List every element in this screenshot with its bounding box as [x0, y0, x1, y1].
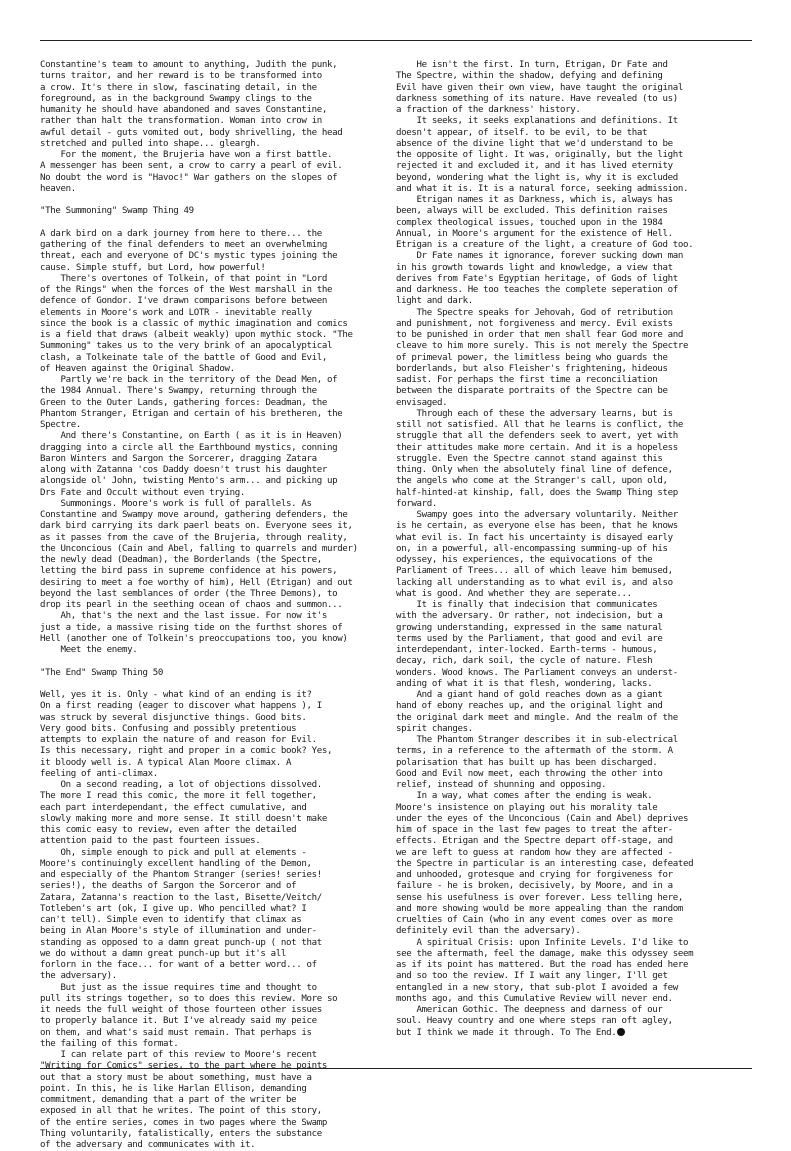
- paragraph: American Gothic. The deepness and darness of our soul. Heavy country and one where steps ran oft agley, but I think we made it through. To The End.: [396, 1005, 673, 1038]
- paragraph-spacer: [40, 218, 388, 229]
- paragraph: The Spectre speaks for Jehovah, God of retribution and punishment, not forgiveness and mercy. Evil exists to be punished in order that men shall fear God more and cleave to him more surely. This is not merely the Spectre of primeval power, the limitless being who guards the borderlands, but also Fleisher's frightening, hideous sadist. For perhaps the first time a reconciliation between the disparate portraits of the Spectre can be envisaged.: [396, 307, 689, 408]
- paragraph: And a giant hand of gold reaches down as a giant hand of ebony reaches up, and the original light and the original dark meet and mingle. And the realm of the spirit changes.: [396, 690, 678, 734]
- paragraph: Summonings. Moore's work is full of parallels. As Constantine and Swampy move around, gathering defenders, the dark bird carrying its dark paerl beats on. Everyone sees it, as it passes from the cave of the Brujeria, through reality, the Unconcious (Cain and Abel, falling to quarrels and murder) the newly dead (Deadman), the Borderlands (the Spectre, letting the bird pass in supreme confidence at his powers, desiring to meet a foe worthy of him), Hell (Etrigan) and out beyond the last semblances of order (the Three Demons), to drop its pearl in the seething ocean of chaos and summon...: [40, 498, 358, 610]
- paragraph: It is finally that indecision that communicates with the adversary. Or rather, not indecision, but a growing understanding, expressed in the same natural terms used by the Parliament, that good and evil are interdependant, inter-locked. Earth-terms - humous, decay, rich, dark soil, the cycle of nature. Flesh wonders. Wood knows. The Parliament conveys an underst- anding of what it is that flesh, wondering, lacks.: [396, 600, 678, 689]
- paragraph: A spiritual Crisis: upon Infinite Levels. I'd like to see the aftermath, feel the damage, make this odyssey seem as if its point has mattered. But the road has ended here and so too the review. If I wait any linger, I'll get entangled in a new story, that sub-plot I avoided a few months ago, and this Cumulative Review will never end.: [396, 937, 694, 1004]
- section-heading: "The End" Swamp Thing 50: [40, 667, 163, 678]
- paragraph: Constantine's team to amount to anything, Judith the punk, turns traitor, and her reward is to be transformed into a crow. It's there in slow, fascinating detail, in the foreground, as in the background Swampy clings to the humanity he should have abandoned and saves Constantine, rather than halt the transformation. Woman into crow in awful detail - guts vomited out, body shrivelling, the head stretched and pulled into shape... gleargh.: [40, 60, 343, 149]
- paragraph: Etrigan names it as Darkness, which is, always has been, always will be excluded. This definition raises complex theological issues, touched upon in the 1984 Annual, in Moore's argument for the existence of Hell. Etrigan is a creature of the light, a creature of God too.: [396, 195, 694, 250]
- paragraph-spacer: [40, 679, 388, 690]
- bottom-rule: [40, 1068, 752, 1069]
- paragraph: And there's Constantine, on Earth ( as it is in Heaven) dragging into a circle all the Earthbound mystics, conning Baron Winters and Sargon the Sorcerer, dragging Zatara along with Zatanna 'cos Daddy doesn't trust his daughter alongside ol' John, twisting Mento's arm... and picking up Drs Fate and Occult without even trying.: [40, 431, 343, 498]
- paragraph: On a second reading, a lot of objections dissolved. The more I read this comic, the more it fell together, each part interdependant, the effect cumulative, and slowly making more and more sense. It still doesn't make this comic easy to review, even after the detailed attention paid to the past fourteen issues.: [40, 780, 327, 847]
- section-heading: "The Summoning" Swamp Thing 49: [40, 206, 194, 217]
- paragraph: There's overtones of Tolkein, of that point in "Lord of the Rings" when the forces of the West marshall in the defence of Gondor. I've drawn comparisons before between elements in Moore's work and LOTR - inevitable really since the book is a classic of mythic imagination and comics is a field that draws (albeit weakly) upon mythic stock. "The Summoning" takes us to the very brink of an apocalyptical clash, a Tolkeinate tale of the battle of Good and Evil, of Heaven against the Original Shadow.: [40, 273, 353, 374]
- paragraph: But just as the issue requires time and thought to pull its strings together, so to does this review. More so it needs the full weight of those fourteen other issues to properly balance it. But I've already said my peice on them, and what's said must remain. That perhaps is the failing of this format.: [40, 982, 338, 1049]
- top-rule: [40, 40, 752, 41]
- end-mark-icon: [617, 1028, 625, 1036]
- left-column: [40, 60, 388, 1151]
- paragraph: Well, yes it is. Only - what kind of an ending is it? On a first reading (eager to discover what happens ), I was struck by several disjunctive things. Good bits. Very good bits. Confusing and possibly pretentious attempts to explain the nature of and reason for Evil. Is this necessary, right and proper in a comic book? Yes, it bloody well is. A typical Alan Moore climax. A feeling of anti-climax.: [40, 690, 333, 779]
- right-column: [396, 60, 744, 1039]
- paragraph: Oh, simple enough to pick and pull at elements - Moore's continuingly excellent handling of the Demon, and especially of the Phantom Stranger (series! series! series!), the deaths of Sargon the Sorceror and of Zatara, Zatanna's reaction to the last, Bisette/Veitch/ Totleben's art (ok, I give up. Who pencilled what? I can't tell). Simple even to identify that climax as being in Alan Moore's style of illumination and under- standing as opposed to a damn great punch-up ( not that we do without a damn great punch-up but it's all forlorn in the face... for want of a better word... of the adversary).: [40, 847, 322, 982]
- paragraph: Swampy goes into the adversary voluntarily. Neither is he certain, as everyone else has been, that he knows what evil is. In fact his uncertainty is disayed early on, in a powerful, all-encompassing summing-up of his odyssey, his experiences, the equivocations of the Parliament of Trees... all of which leave him bemused, lacking all understanding as to what evil is, and also what is good. And whether they are seperate...: [396, 510, 678, 599]
- paragraph: It seeks, it seeks explanations and definitions. It doesn't appear, of itself. to be evil, to be that absence of the divine light that we'd understand to be the opposite of light. It was, originally, but the light rejected it and excluded it, and it has lived eternity beyond, wondering what the light is, why it is excluded and what it is. It is a natural force, seeking admission.: [396, 116, 689, 194]
- paragraph: I can relate part of this review to Moore's recent "Writing for Comics" series, to the part where he points out that a story must be about something, must have a point. In this, he is like Harlan Ellison, demanding commitment, demanding that a part of the writer be exposed in all that he writes. The point of this story, of the entire series, comes in two pages where the Swamp Thing voluntarily, fatalistically, enters the substance of the adversary and communicates with it.: [40, 1050, 327, 1150]
- paragraph: Partly we're back in the territory of the Dead Men, of the 1984 Annual. There's Swampy, returning through the Green to the Outer Lands, gathering forces: Deadman, the Phantom Stranger, Etrigan and certain of his bretheren, the Spectre.: [40, 375, 343, 430]
- paragraph: In a way, what comes after the ending is weak. Moore's insistence on playing out his morality tale under the eyes of the Unconcious (Cain and Abel) deprives him of space in the last few pages to treat the after- effects. Etrigan and the Spectre depart off-stage, and we are left to guess at random how they are affected - the Spectre in particular is an interesting case, defeated and unhooded, grotesque and crying for forgiveness for failure - he is broken, decisively, by Moore, and in a sense his usefulness is over forever. Less telling here, and more showing would be more appealing than the random cruelties of Cain (who in any event comes over as more definitely evil than the adversary).: [396, 791, 694, 937]
- paragraph: Ah, that's the next and the last issue. For now it's just a tide, a massive rising tide on the furthst shores of Hell (another one of Tolkein's preoccupations too, you know) Meet the enemy.: [40, 611, 348, 655]
- paragraph: A dark bird on a dark journey from here to there... the gathering of the final defenders to meet an overwhelming threat, each and everyone of DC's mystic types joining the cause. Simple stuff, but Lord, how powerful!: [40, 228, 338, 273]
- paragraph: The Phantom Stranger describes it in sub-electrical terms, in a reference to the aftermath of the storm. A polarisation that has built up has been discharged. Good and Evil now meet, each throwing the other into relief, instead of shunning and opposing.: [396, 735, 678, 790]
- paragraph-spacer: [40, 195, 388, 206]
- paragraph: Through each of these the adversary learns, but is still not satisfied. All that he learns is conflict, the struggle that all the defenders seek to avert, yet with their attitudes make more certain. And it is a hopeless struggle. Even the Spectre cannot stand against this thing. Only when the absolutely final line of defence, the angels who come at the Stranger's call, upon old, half-hinted-at kinship, fall, does the Swamp Thing step forward.: [396, 408, 683, 509]
- paragraph-spacer: [40, 656, 388, 667]
- paragraph: For the moment, the Brujeria have won a first battle. A messenger has been sent, a crow to carry a pearl of evil. No doubt the word is "Havoc!" War gathers on the slopes of heaven.: [40, 150, 343, 194]
- paragraph: He isn't the first. In turn, Etrigan, Dr Fate and The Spectre, within the shadow, defying and defining Evil have given their own view, have taught the original darkness something of its nature. Have revealed (to us) a fraction of the darkness' history.: [396, 60, 683, 115]
- paragraph: Dr Fate names it ignorance, forever sucking down man in his growth towards light and knowledge, a view that derives from Fate's Egyptian heritage, of Gods of light and darkness. He too teaches the complete seperation of light and dark.: [396, 251, 683, 307]
